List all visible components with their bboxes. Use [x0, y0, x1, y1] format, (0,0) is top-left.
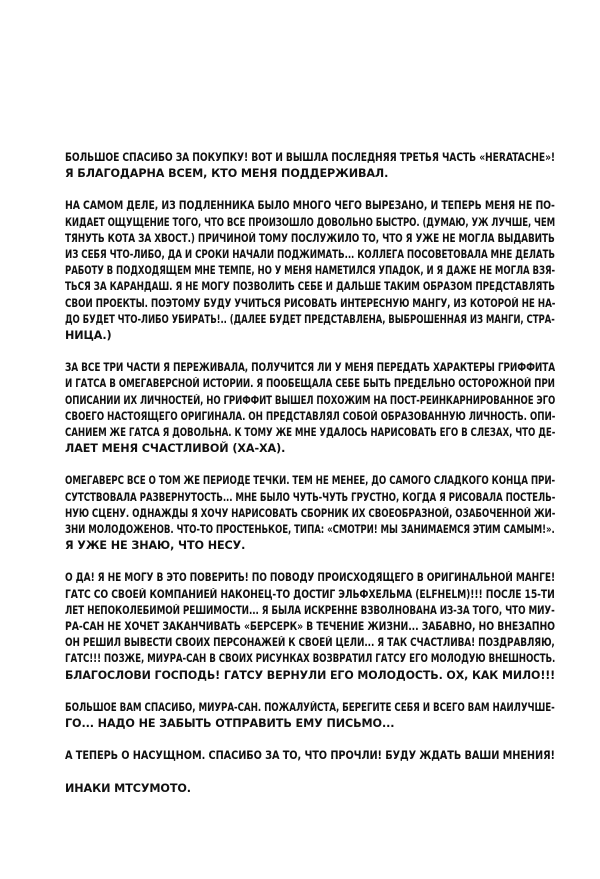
text-line: РА-САН НЕ ХОЧЕТ ЗАКАНЧИВАТЬ «БЕРСЕРК» В ТЕЧЕНИЕ ЖИЗНИ... ЗАБАВНО, НО ВНЕЗАПНО — [65, 620, 556, 634]
paragraph-characters — [65, 360, 555, 457]
text-line: НУЮ СЦЕНУ. ОДНАЖДЫ Я ХОЧУ НАРИСОВАТЬ СБОРНИК ИХ СВОЕОБРАЗНОЙ, ОЗАБОЧЕННОЙ ЖИ- — [65, 506, 556, 520]
text-line: ЛЕТ НЕПОКОЛЕБИМОЙ РЕШИМОСТИ... Я БЫЛА ИСКРЕННЕ ВЗВОЛНОВАНА ИЗ-ЗА ТОГО, ЧТО МИУ- — [65, 603, 555, 617]
text-line: СВОЕГО НАСТОЯЩЕГО ОРИГИНАЛА. ОН ПРЕДСТАВЛЯЛ СОБОЙ ОБРАЗОВАННУЮ ЛИЧНОСТЬ. ОПИ- — [65, 409, 556, 423]
text-line: ГО... НАДО НЕ ЗАБЫТЬ ОТПРАВИТЬ ЕМУ ПИСЬМО... — [65, 717, 395, 731]
text-line: КИДАЕТ ОЩУЩЕНИЕ ТОГО, ЧТО ВСЕ ПРОИЗОШЛО ДОВОЛЬНО БЫСТРО. (ДУМАЮ, УЖ ЛУЧШЕ, ЧЕМ — [65, 215, 556, 229]
paragraph-original-manga — [65, 570, 555, 683]
text-line: ИНАКИ МТСУМОТО. — [65, 781, 191, 795]
text-line: ЛАЕТ МЕНЯ СЧАСТЛИВОЙ (ХА-ХА). — [65, 442, 286, 456]
text-line: Я УЖЕ НЕ ЗНАЮ, ЧТО НЕСУ. — [65, 539, 246, 553]
text-line: ОМЕГАВЕРС ВСЕ О ТОМ ЖЕ ПЕРИОДЕ ТЕЧКИ. ТЕМ НЕ МЕНЕЕ, ДО САМОГО СЛАДКОГО КОНЦА ПРИ- — [65, 474, 556, 488]
paragraph-thanks — [65, 150, 555, 182]
text-line: ДО БУДЕТ ЧТО-ЛИБО УБИРАТЬ!.. (ДАЛЕЕ БУДЕТ ПРЕДСТАВЛЕНА, ВЫБРОШЕННАЯ ИЗ МАНГИ, СТРА- — [65, 312, 555, 326]
text-line: ТЬСЯ ЗА КАРАНДАШ. Я НЕ МОГУ ПОЗВОЛИТЬ СЕБЕ И ДАЛЬШЕ ТАКИМ ОБРАЗОМ ПРЕДСТАВЛЯТЬ — [65, 280, 555, 294]
text-line: ТЯНУТЬ КОТА ЗА ХВОСТ.) ПРИЧИНОЙ ТОМУ ПОСЛУЖИЛО ТО, ЧТО Я УЖЕ НЕ МОГЛА ВЫДАВИТЬ — [65, 231, 555, 245]
text-line: НИЦА.) — [65, 329, 112, 343]
paragraph-omegaverse — [65, 473, 555, 554]
text-line: И ГАТСА В ОМЕГАВЕРСНОЙ ИСТОРИИ. Я ПООБЕЩАЛА СЕБЕ БЫТЬ ПРЕДЕЛЬНО ОСТОРОЖНОЙ ПРИ — [65, 377, 555, 391]
text-line: СВОИ ПРОЕКТЫ. ПОЭТОМУ БУДУ УЧИТЬСЯ РИСОВАТЬ ИНТЕРЕСНУЮ МАНГУ, ИЗ КОТОРОЙ НЕ НА- — [65, 296, 556, 310]
text-line: ОПИСАНИИ ИХ ЛИЧНОСТЕЙ, НО ГРИФФИТ ВЫШЕЛ ПОХОЖИМ НА ПОСТ-РЕИНКАРНИРОВАННОЕ ЭГО — [65, 393, 556, 407]
paragraph-thanks-miura — [65, 700, 555, 732]
text-line: БЛАГОСЛОВИ ГОСПОДЬ! ГАТСУ ВЕРНУЛИ ЕГО МОЛОДОСТЬ. ОХ, КАК МИЛО!!! — [65, 668, 556, 682]
text-line: Я БЛАГОДАРНА ВСЕМ, КТО МЕНЯ ПОДДЕРЖИВАЛ. — [65, 167, 389, 181]
text-line: СУТСТВОВАЛА РАЗВЕРНУТОСТЬ... МНЕ БЫЛО ЧУТЬ-ЧУТЬ ГРУСТНО, КОГДА Я РИСОВАЛА ПОСТЕЛЬ- — [65, 490, 556, 504]
text-line: ГАТС СО СВОЕЙ КОМПАНИЕЙ НАКОНЕЦ-ТО ДОСТИГ ЭЛЬФХЕЛЬМА (ELFHELM)!!! ПОСЛЕ 15-ТИ — [65, 587, 555, 601]
paragraph-closing — [65, 748, 555, 764]
paragraph-cut-content — [65, 198, 555, 344]
text-line: САНИЕМ ЖЕ ГАТСА Я ДОВОЛЬНА. К ТОМУ ЖЕ МНЕ УДАЛОСЬ НАРИСОВАТЬ ЕГО В СЛЕЗАХ, ЧТО ДЕ- — [65, 426, 556, 440]
text-line: РАБОТУ В ПОДХОДЯЩЕМ МНЕ ТЕМПЕ, НО У МЕНЯ НАМЕТИЛСЯ УПАДОК, И Я ДАЖЕ НЕ МОГЛА ВЗЯ- — [65, 264, 556, 278]
text-line: БОЛЬШОЕ СПАСИБО ЗА ПОКУПКУ! ВОТ И ВЫШЛА ПОСЛЕДНЯЯ ТРЕТЬЯ ЧАСТЬ «HERATACHE»! — [65, 151, 556, 164]
signature — [65, 781, 555, 797]
text-line: ОН РЕШИЛ ВЫВЕСТИ СВОИХ ПЕРСОНАЖЕЙ К СВОЕЙ ЦЕЛИ... Я ТАК СЧАСТЛИВА! ПОЗДРАВЛЯЮ, — [65, 636, 555, 650]
text-line: А ТЕПЕРЬ О НАСУЩНОМ. СПАСИБО ЗА ТО, ЧТО ПРОЧЛИ! БУДУ ЖДАТЬ ВАШИ МНЕНИЯ! — [65, 749, 555, 763]
text-line: ЗА ВСЕ ТРИ ЧАСТИ Я ПЕРЕЖИВАЛА, ПОЛУЧИТСЯ ЛИ У МЕНЯ ПЕРЕДАТЬ ХАРАКТЕРЫ ГРИФФИТА — [65, 361, 556, 375]
text-line: О ДА! Я НЕ МОГУ В ЭТО ПОВЕРИТЬ! ПО ПОВОДУ ПРОИСХОДЯЩЕГО В ОРИГИНАЛЬНОЙ МАНГЕ! — [65, 571, 555, 585]
text-line: ЗНИ МОЛОДОЖЕНОВ. ЧТО-ТО ПРОСТЕНЬКОЕ, ТИПА: «СМОТРИ! МЫ ЗАНИМАЕМСЯ ЭТИМ САМЫМ!». — [65, 523, 555, 537]
text-line: БОЛЬШОЕ ВАМ СПАСИБО, МИУРА-САН. ПОЖАЛУЙСТА, БЕРЕГИТЕ СЕБЯ И ВСЕГО ВАМ НАИЛУЧШЕ- — [65, 700, 555, 714]
text-line: ГАТС!!! ПОЗЖЕ, МИУРА-САН В СВОИХ РИСУНКАХ ВОЗВРАТИЛ ГАТСУ ЕГО МОЛОДУЮ ВНЕШНОСТЬ. — [65, 652, 556, 666]
afterword-text — [65, 150, 555, 813]
text-line: НА САМОМ ДЕЛЕ, ИЗ ПОДЛЕННИКА БЫЛО МНОГО ЧЕГО ВЫРЕЗАНО, И ТЕПЕРЬ МЕНЯ НЕ ПО- — [65, 199, 555, 213]
text-line: ИЗ СЕБЯ ЧТО-ЛИБО, ДА И СРОКИ НАЧАЛИ ПОДЖИМАТЬ... КОЛЛЕГА ПОСОВЕТОВАЛА МНЕ ДЕЛАТЬ — [65, 248, 555, 262]
